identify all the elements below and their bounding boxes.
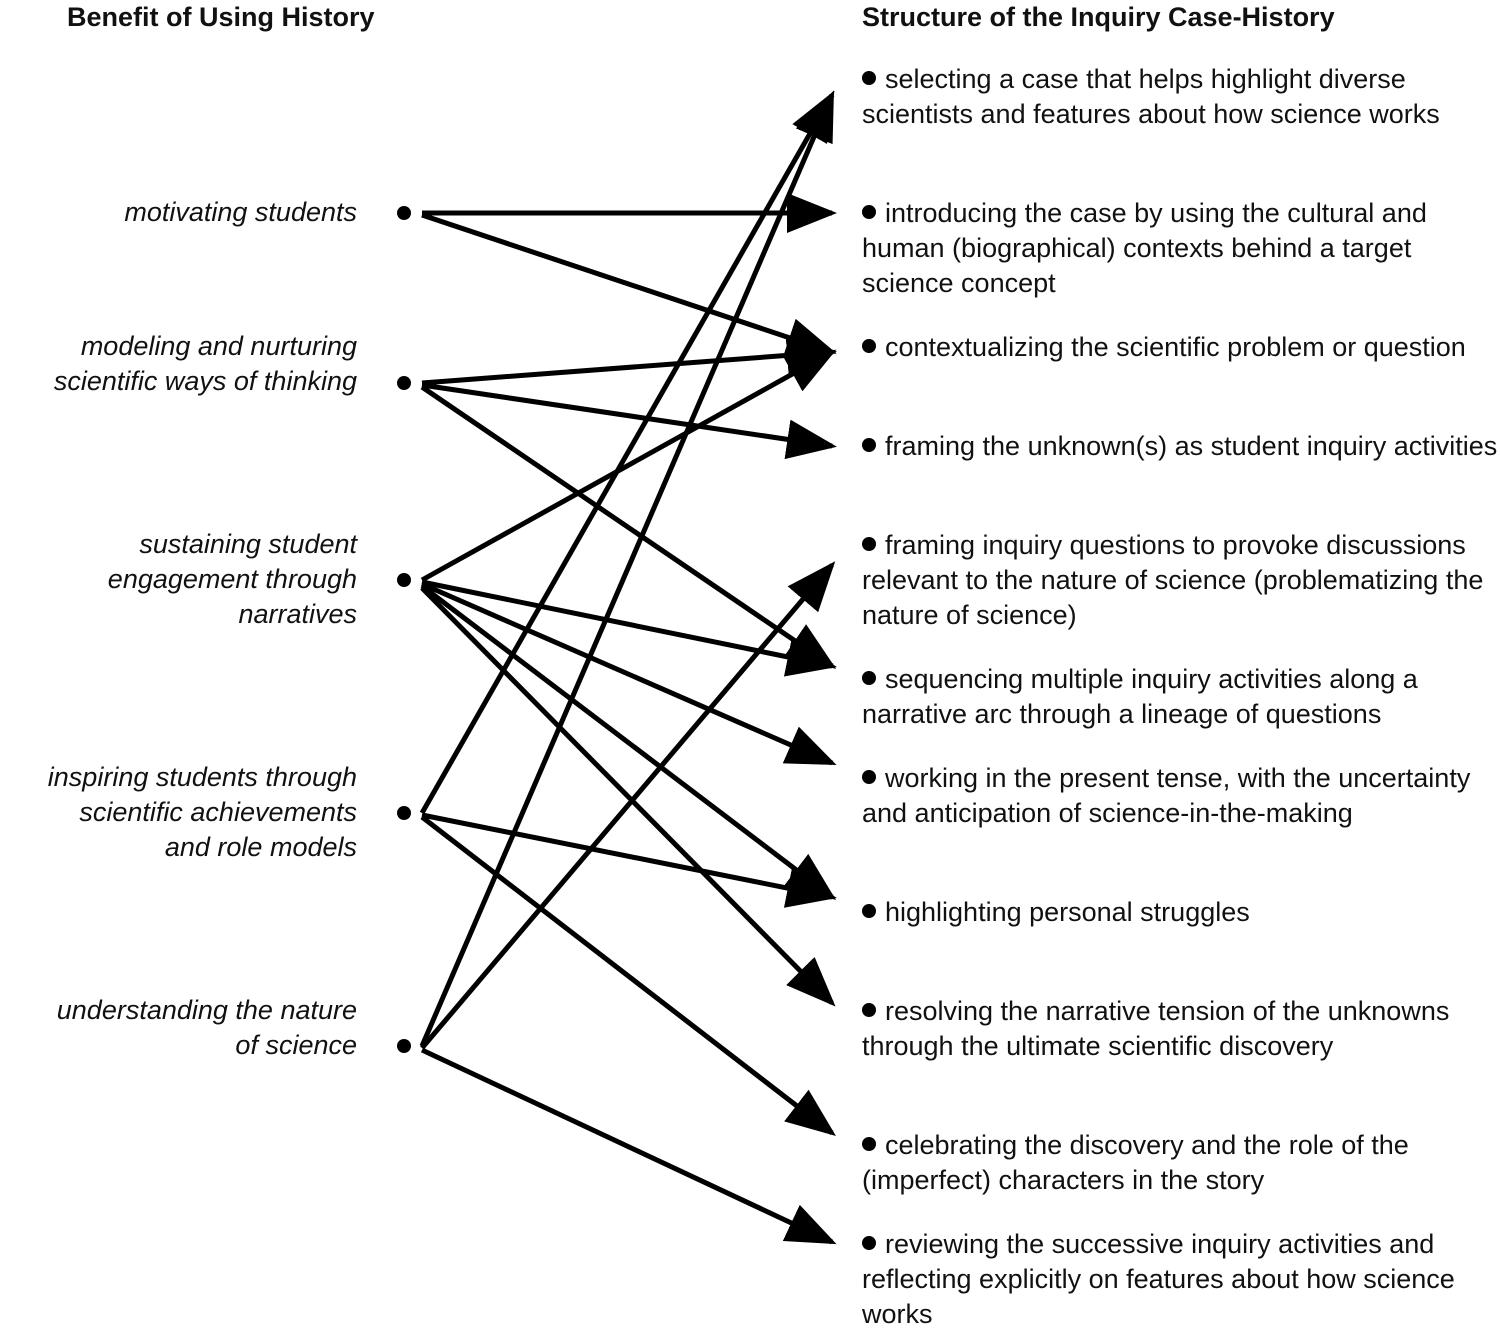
structure-item-text: framing the unknown(s) as student inquiry activities — [885, 431, 1498, 461]
benefit-modeling: modeling and nurturing scientific ways of thinking — [53, 331, 357, 396]
benefit-sustaining: sustaining student engagement through narratives — [107, 529, 357, 629]
arrow-inspiring-to-selecting — [422, 95, 832, 813]
benefit-nature: understanding the nature of science — [56, 995, 357, 1060]
structure-item-text: introducing the case by using the cultural and human (biographical) contexts behind a target science concept — [862, 198, 1427, 298]
structure-item-text: celebrating the discovery and the role of the (imperfect) characters in the story — [862, 1130, 1409, 1195]
arrow-sustaining-to-present-tense — [422, 584, 832, 763]
arrow-inspiring-to-struggles — [422, 815, 832, 897]
structure-item-text: selecting a case that helps highlight diverse scientists and features about how science works — [862, 64, 1440, 129]
structure-item-text: reviewing the successive inquiry activities and reflecting explicitly on features about how science works — [862, 1229, 1455, 1329]
structure-item-text: sequencing multiple inquiry activities along a narrative arc through a lineage of questions — [862, 664, 1418, 729]
structure-item-text: working in the present tense, with the uncertainty and anticipation of science-in-the-making — [862, 763, 1471, 828]
left-column-heading: Benefit of Using History — [67, 2, 375, 32]
structure-item-text: contextualizing the scientific problem or question — [885, 332, 1466, 362]
arrow-sustaining-to-struggles — [422, 586, 832, 897]
benefit-motivating: motivating students — [124, 197, 357, 227]
arrow-modeling-to-contextualizing — [422, 352, 832, 383]
benefit-inspiring: inspiring students through scientific achievements and role models — [47, 762, 357, 862]
right-column-heading: Structure of the Inquiry Case-History — [862, 2, 1335, 32]
arrow-nature-to-reviewing — [422, 1050, 832, 1242]
structure-item-text: framing inquiry questions to provoke discussions relevant to the nature of science (problematizing the nature of science) — [862, 530, 1484, 630]
structure-item-text: highlighting personal struggles — [885, 897, 1250, 927]
arrow-sustaining-to-resolving — [422, 588, 832, 1003]
arrow-sustaining-to-contextualizing — [422, 352, 832, 580]
structure-item-text: resolving the narrative tension of the unknowns through the ultimate scientific discovery — [862, 996, 1450, 1061]
arrow-modeling-to-framing-unknowns — [422, 385, 832, 446]
